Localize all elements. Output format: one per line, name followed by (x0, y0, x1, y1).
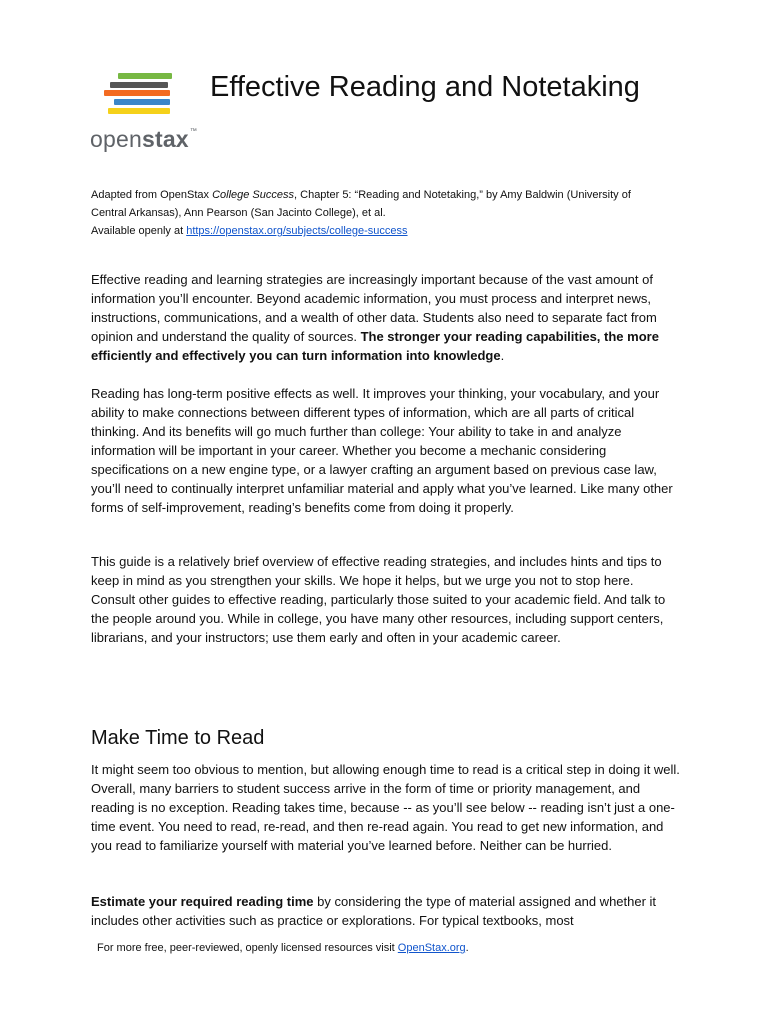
intro-paragraph-1-end: . (500, 348, 505, 363)
logo-wordmark-bold: stax (141, 126, 189, 152)
intro-paragraph-3: This guide is a relatively brief overview of effective reading strategies, and includes hints and tips to keep in mind as you strengthen your skills. We hope it helps, but we urge you not to stop here. Consult other guides to effective reading, particularly those suited to your academic field. And talk to the people around you. While in college, you have many other resources, including support centers, librarians, and your instructors; use them early and often in your academic career. (91, 554, 666, 645)
intro-paragraph-2: Reading has long-term positive effects as well. It improves your thinking, your vocabulary, and your ability to make connections between different types of information, which are all parts of critical thinking. And its benefits will go much further than college: Your ability to take in and analyze information will be important in your career. Whether you become a mechanic considering specifications on a new engine type, or a lawyer crafting an argument based on previous case law, you’ll need to continually interpret unfamiliar material and apply what you’ve learned. Like many other forms of self-improvement, reading’s benefits come from doing it properly. (91, 386, 673, 515)
footer-end: . (465, 942, 469, 954)
openstax-org-link[interactable]: OpenStax.org (397, 942, 466, 954)
attribution-book-title: College Success (212, 189, 295, 201)
intro-paragraph-1-text: Effective reading and learning strategies are increasingly important because of the vast amount of information you’ll encounter. Beyond academic information, you must process and interpret news, instructions, communications, and a wealth of other data. Students also need to separate fact from opinion and understand the quality of sources. (91, 272, 657, 344)
logo-bar-orange (104, 90, 170, 96)
logo-wordmark (90, 126, 197, 153)
logo-wordmark-light: open (90, 126, 142, 152)
make-time-paragraph-2-bold: Estimate your required reading time (91, 894, 314, 909)
attribution-suffix: , Chapter 5: “Reading and Notetaking,” by Amy Baldwin (University of Central Arkansas), Ann Pearson (San Jacinto College), et al. (91, 189, 631, 219)
attribution-prefix: Adapted from OpenStax (91, 189, 213, 201)
logo-bar-green (118, 73, 172, 79)
intro-paragraph-1 (91, 270, 681, 365)
intro-paragraph-1-bold: The stronger your reading capabilities, the more efficiently and effectively you can turn information into knowledge (91, 329, 659, 363)
make-time-paragraph-2-text: by considering the type of material assigned and whether it includes other activities such as practice or explorations. For typical textbooks, most (91, 894, 657, 928)
college-success-link[interactable]: https://openstax.org/subjects/college-success (186, 225, 408, 237)
footer-text: For more free, peer-reviewed, openly licensed resources visit (97, 942, 398, 954)
attribution-available-label: Available openly at (91, 225, 187, 237)
logo-bar-yellow (108, 108, 170, 114)
make-time-paragraph-2 (91, 892, 681, 930)
openstax-logo (90, 68, 200, 158)
attribution (91, 186, 661, 240)
make-time-paragraph-1: It might seem too obvious to mention, but allowing enough time to read is a critical step in doing it well. Overall, many barriers to student success arrive in the form of time or priority management, and reading is no exception. Reading takes time, because -- as you’ll see below -- reading isn’t just a one-time event. You need to read, re-read, and then re-read again. You read to get new information, and you read to familiarize yourself with material you’ve learned before. Neither can be hurried. (91, 762, 680, 853)
logo-trademark: ™ (189, 128, 198, 135)
logo-bar-gray (110, 82, 168, 88)
page-footer (97, 942, 469, 954)
section-heading-make-time: Make Time to Read (91, 727, 265, 749)
document-title: Effective Reading and Notetaking (210, 71, 640, 103)
logo-bar-blue (114, 99, 170, 105)
